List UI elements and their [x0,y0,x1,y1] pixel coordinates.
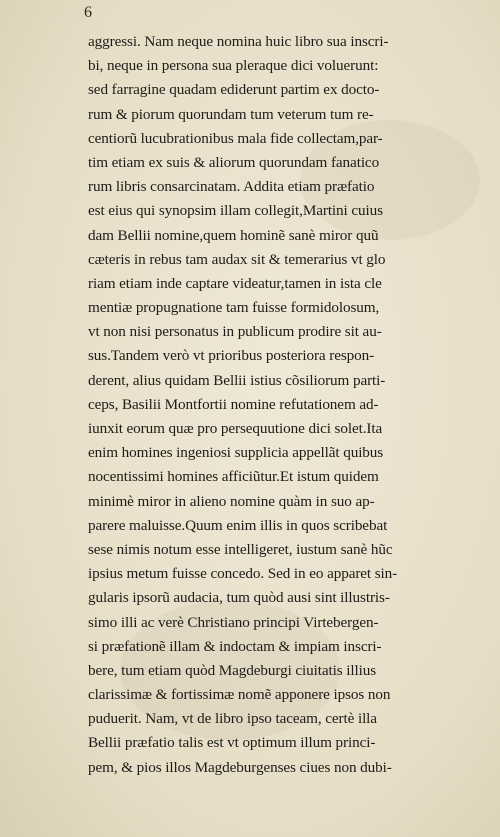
text-line: bere, tum etiam quòd Magdeburgi ciuitatis illius [88,661,377,679]
text-line: tim etiam ex suis & aliorum quorundam fanatico [88,153,380,171]
text-line: rum & piorum quorundam tum veterum tum re- [88,105,374,123]
text-line: pem, & pios illos Magdeburgenses ciues non dubi- [88,758,392,776]
text-line: sese nimis notum esse intelligeret, iustum sanè hũc [88,540,393,558]
text-line: enim homines ingeniosi supplicia appellãt quibus [88,444,384,462]
body-text [88,30,480,780]
text-line: ipsius metum fuisse concedo. Sed in eo apparet sin- [88,565,398,583]
text-line: puduerit. Nam, vt de libro ipso taceam, certè illa [88,710,377,728]
text-line: sed farragine quadam ediderunt partim ex docto- [88,81,380,99]
text-line: vt non nisi personatus in publicum prodire sit au- [88,323,382,341]
text-line: si præfationẽ illam & indoctam & impiam inscri- [88,637,382,655]
text-line: centiorũ lucubrationibus mala fide collectam,par- [88,129,383,147]
text-line: est eius qui synopsim illam collegit,Martini cuius [88,202,383,220]
text-line: Bellii præfatio talis est vt optimum illum princi- [88,734,376,752]
text-line: iunxit eorum quæ pro persequutione dici solet.Ita [88,420,383,437]
text-line: derent, alius quidam Bellii istius cõsiliorum parti- [88,371,386,389]
page-number: 6 [84,4,92,21]
text-line: clarissimæ & fortissimæ nomẽ apponere ipsos non [88,686,391,704]
text-line: riam etiam inde captare videatur,tamen in ista cle [88,274,382,292]
text-line: simo illi ac verè Christiano principi Virtebergen- [88,613,379,631]
text-line: parere maluisse.Quum enim illis in quos scribebat [88,516,388,534]
text-line: mentiæ propugnatione tam fuisse formidolosum, [88,299,380,317]
text-line: rum libris consarcinatam. Addita etiam præfatio [88,178,375,196]
text-line: ceps, Basilii Montfortii nomine refutationem ad- [88,395,379,413]
text-line: cæteris in rebus tam audax sit & temerarius vt glo [88,250,386,268]
text-line: dam Bellii nomine,quem hominẽ sanè miror quũ [88,226,379,244]
text-line: sus.Tandem verò vt prioribus posteriora respon- [88,347,375,365]
text-line: minimè miror in alieno nomine quàm in suo ap- [88,492,375,510]
text-line: aggressi. Nam neque nomina huic libro sua inscri- [88,33,389,50]
text-line: nocentissimi homines afficiũtur.Et istum quidem [88,468,379,486]
text-line: gularis ipsorũ audacia, tum quòd ausi sint illustris- [88,589,390,607]
text-line: bi, neque in persona sua pleraque dici voluerunt: [88,57,379,75]
